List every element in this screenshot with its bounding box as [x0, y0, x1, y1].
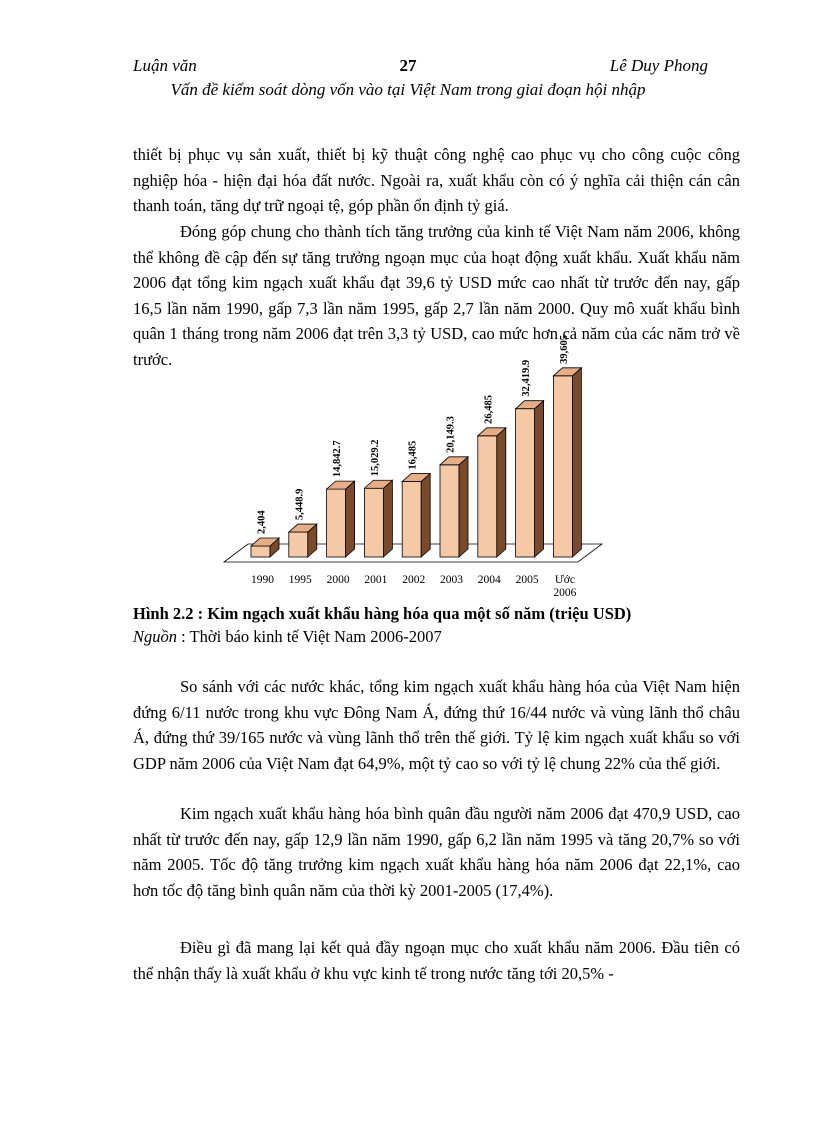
x-tick-label: 2006 [553, 587, 577, 599]
page-number: 27 [399, 56, 417, 75]
paragraph-3: So sánh với các nước khác, tổng kim ngạch xuất khẩu hàng hóa của Việt Nam hiện đứng 6/11 nước trong khu vực Đông Nam Á, đứng thứ 16/44 nước và vùng lãnh thổ châu Á, đứng thứ 39/165 nước và vùng lãnh thổ trên thế giới. Tỷ lệ kim ngạch xuất khẩu so với GDP năm 2006 của Việt Nam đạt 64,9%, một tỷ cao so với tỷ lệ chung 22% của thế giới. [133, 677, 740, 773]
x-tick-label: 2003 [440, 574, 463, 586]
paragraph-2: Đóng góp chung cho thành tích tăng trưởng của kinh tế Việt Nam năm 2006, không thể không đề cập đến sự tăng trưởng ngoạn mục của hoạt động xuất khẩu. Xuất khẩu năm 2006 đạt tổng kim ngạch xuất khẩu đạt 39,6 tỷ USD mức cao nhất từ trước đến nay, gấp 16,5 lần năm 1990, gấp 7,3 lần năm 1995, gấp 2,7 lần năm 2000. Quy mô xuất khẩu bình quân 1 tháng trong năm 2006 đạt trên 3,3 tỷ USD, cao mức hơn cả năm của các năm trở về trước. [133, 222, 740, 369]
paragraph-1: thiết bị phục vụ sản xuất, thiết bị kỹ thuật công nghệ cao phục vụ cho công cuộc công nghiệp hóa - hiện đại hóa đất nước. Ngoài ra, xuất khẩu còn có ý nghĩa cải thiện cán cân thanh toán, tăng dự trữ ngoại tệ, góp phần ổn định tỷ giá. [133, 145, 740, 215]
paragraph-5: Điều gì đã mang lại kết quả đầy ngoạn mục cho xuất khẩu năm 2006. Đầu tiên có thể nhận thấy là xuất khẩu ở khu vực kinh tế trong nước tăng tới 20,5% - [133, 938, 740, 983]
bar-side-2001 [383, 480, 392, 557]
bar-side-2000 [346, 481, 355, 557]
source-text: : Thời báo kinh tế Việt Nam 2006-2007 [177, 627, 442, 646]
source-label: Nguồn [133, 627, 178, 646]
bar-front-2001 [364, 488, 383, 557]
x-tick-label: 1995 [288, 574, 312, 586]
bar-side-2003 [459, 457, 468, 557]
bar-side-Ước 2006 [572, 368, 581, 557]
data-label-1995: 5,448.9 [294, 488, 306, 521]
x-tick-label: 2004 [477, 574, 501, 586]
header-author: Lê Duy Phong [609, 56, 708, 75]
bar-front-2000 [327, 489, 346, 557]
data-label-2003: 20,149.3 [445, 416, 457, 453]
bar-front-2004 [478, 436, 497, 557]
x-tick-label: 2002 [402, 574, 426, 586]
bar-front-Ước 2006 [553, 376, 572, 557]
x-tick-label: 2005 [515, 574, 539, 586]
bar-front-2002 [402, 482, 421, 557]
data-label-2002: 16,485 [407, 440, 419, 470]
x-tick-label: 1990 [251, 574, 274, 586]
bar-side-2002 [421, 474, 430, 557]
bar-side-2005 [535, 401, 544, 557]
bar-front-1990 [251, 546, 270, 557]
figure-caption: Hình 2.2 : Kim ngạch xuất khẩu hàng hóa qua một số năm (triệu USD) [133, 604, 632, 623]
x-tick-label: 2001 [364, 574, 388, 586]
header-thesis-label: Luận văn [133, 56, 197, 75]
bar-front-2005 [516, 409, 535, 557]
paragraph-4: Kim ngạch xuất khẩu hàng hóa bình quân đầu người năm 2006 đạt 470,9 USD, cao nhất từ trước đến nay, gấp 12,9 lần năm 1990, gấp 6,2 lần năm 1995 và tăng 20,7% so với năm 2005. Tốc độ tăng trưởng kim ngạch xuất khẩu hàng hóa năm 2006 đạt 22,1%, cao hơn tốc độ tăng bình quân năm của thời kỳ 2001-2005 (17,4%). [133, 804, 740, 900]
figure-source [133, 627, 442, 647]
bar-front-2003 [440, 465, 459, 557]
data-label-2004: 26,485 [483, 394, 495, 424]
x-tick-label: 2000 [326, 574, 350, 586]
export-bar-chart [220, 334, 620, 610]
data-label-1990: 2,404 [256, 510, 268, 535]
header-subtitle: Vấn đề kiểm soát dòng vốn vào tại Việt Nam trong giai đoạn hội nhập [170, 80, 646, 99]
data-label-2001: 15,029.2 [369, 439, 381, 477]
bar-front-1995 [289, 532, 308, 557]
data-label-Ước 2006: 39,605 [558, 334, 570, 364]
data-label-2005: 32,419.9 [521, 359, 533, 397]
bar-side-2004 [497, 428, 506, 557]
data-label-2000: 14,842.7 [332, 440, 344, 478]
x-tick-label: Ước [554, 574, 575, 586]
